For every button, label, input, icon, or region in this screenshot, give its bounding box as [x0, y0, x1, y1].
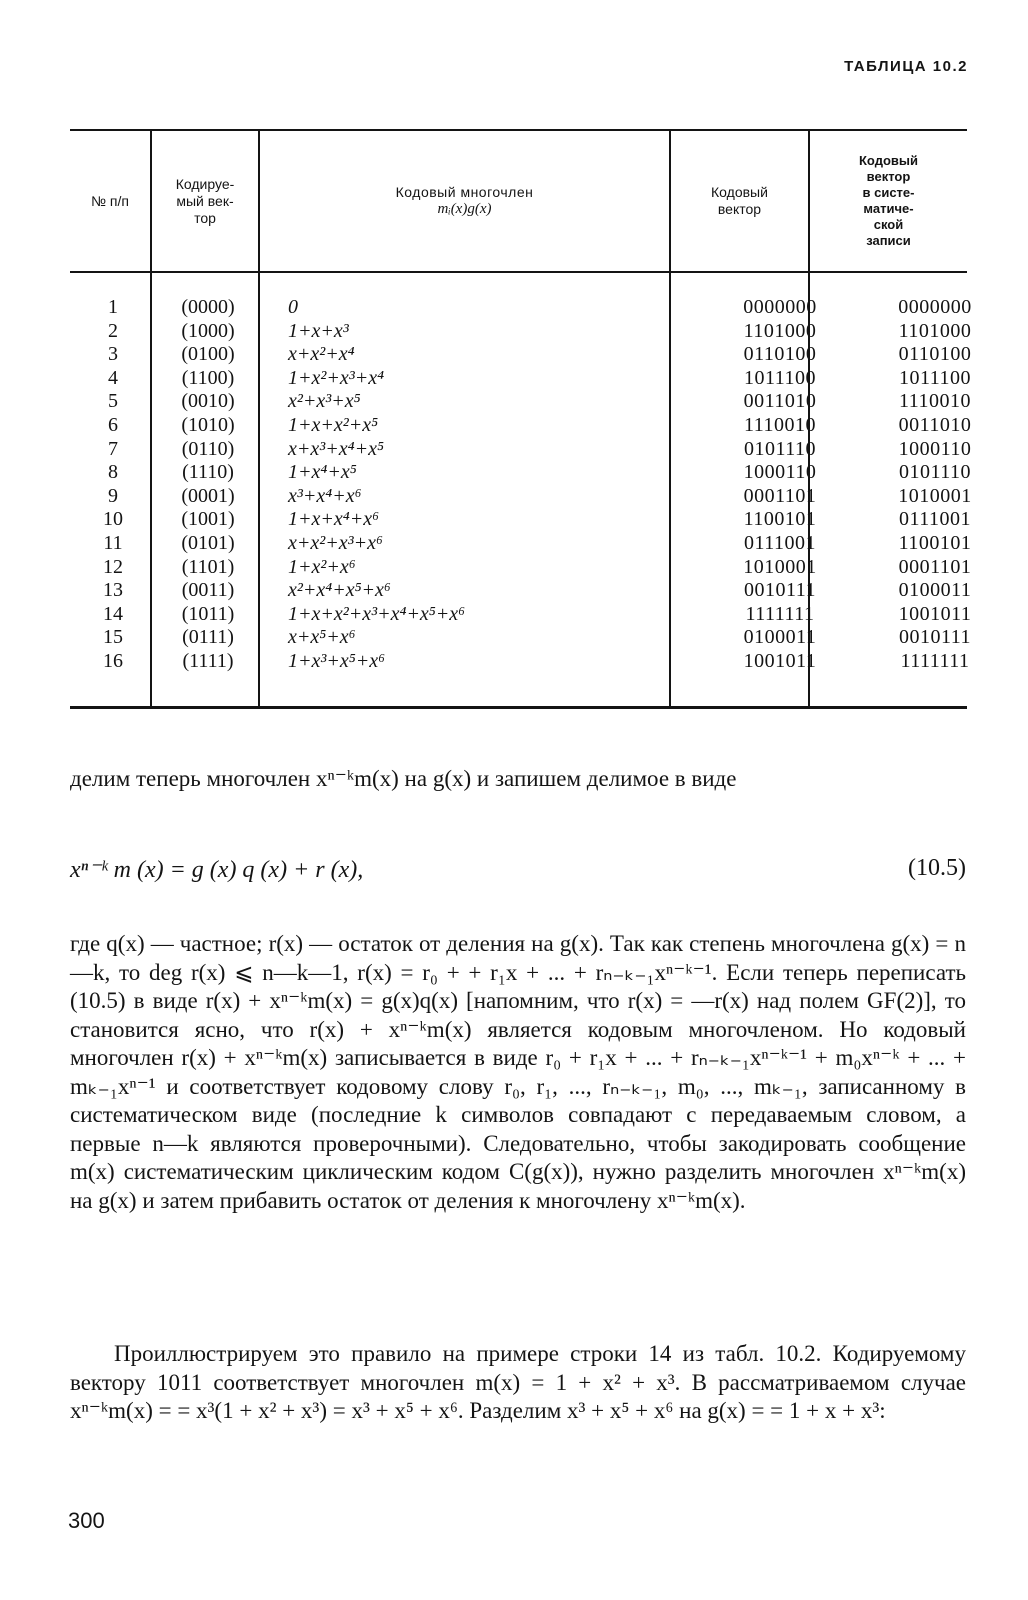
row-number: 3	[108, 343, 118, 366]
row-number: 10	[103, 508, 123, 531]
table-row	[70, 413, 972, 438]
systematic-vector-cell: 0100011	[898, 579, 972, 602]
systematic-vector-cell: 1011100	[898, 366, 971, 389]
header-number: № п/п	[91, 192, 129, 209]
table-row	[70, 555, 972, 580]
encoded-vector-cell: (1111)	[182, 649, 234, 672]
table-row	[70, 531, 972, 556]
code-polynomial-cell: x+x²+x⁴	[288, 343, 355, 366]
table-row	[70, 484, 972, 509]
table-row	[70, 390, 971, 414]
header-code-polynomial-label: Кодовый многочлен	[395, 184, 534, 200]
code-vector-cell: 0101110	[743, 437, 816, 460]
table-caption: ТАБЛИЦА 10.2	[844, 58, 968, 75]
code-polynomial-cell: x³+x⁴+x⁶	[288, 484, 362, 507]
code-polynomial-cell: 1+x²+x³+x⁴	[288, 366, 385, 389]
table-row	[70, 437, 972, 462]
table-body	[70, 296, 972, 674]
encoded-vector-cell: (0010)	[181, 390, 235, 413]
code-polynomial-cell: 0	[288, 296, 298, 318]
systematic-vector-cell: 1010001	[898, 484, 972, 507]
row-number: 8	[108, 461, 118, 484]
row-number: 5	[108, 390, 118, 413]
equation-body: xⁿ⁻ᵏ m (x) = g (x) q (x) + r (x),	[70, 857, 364, 883]
encoded-vector-cell: (1110)	[182, 461, 234, 484]
code-polynomial-cell: x+x³+x⁴+x⁵	[288, 437, 384, 460]
table-row	[70, 649, 970, 674]
systematic-vector-cell: 1110010	[898, 390, 971, 413]
systematic-vector-cell: 0001101	[898, 555, 972, 578]
code-vector-cell: 0110100	[743, 343, 817, 366]
row-number: 16	[103, 649, 123, 672]
header-code-vector: Кодовый вектор	[711, 184, 768, 217]
paragraph-3: Проиллюстрируем это правило на примере строки 14 из табл. 10.2. Кодируемому вектору 1011 соответствует многочлен m(x) = 1 + x² + x³. В рассматриваемом случае xⁿ⁻ᵏm(x) = = x³(1 + x² + x³) = x³ + x⁵ + x⁶. Разделим x³ + x⁵ + x⁶ на g(x) = = 1 + x + x³:	[70, 1341, 966, 1423]
encoded-vector-cell: (1011)	[181, 602, 235, 625]
systematic-vector-cell: 0010111	[898, 626, 971, 649]
systematic-vector-cell: 0011010	[898, 413, 972, 436]
table-row	[70, 461, 971, 485]
table-row	[70, 366, 971, 391]
equation-number: (10.5)	[908, 855, 966, 881]
code-vector-cell: 0000000	[743, 296, 817, 318]
page-number: 300	[68, 1508, 105, 1533]
systematic-vector-cell: 0111001	[898, 508, 971, 531]
code-vector-cell: 1100101	[743, 508, 817, 531]
row-number: 11	[103, 531, 123, 554]
code-vector-cell: 0100011	[743, 626, 817, 649]
code-polynomial-cell: x²+x⁴+x⁵+x⁶	[288, 579, 391, 602]
code-vector-cell: 0001101	[743, 484, 817, 507]
encoded-vector-cell: (0000)	[181, 296, 235, 318]
table-bottom-rule	[70, 706, 967, 709]
table-row	[70, 602, 972, 627]
code-polynomial-cell: x+x⁵+x⁶	[288, 626, 356, 649]
code-polynomial-cell: 1+x+x³	[288, 319, 349, 342]
paragraph-2: где q(x) — частное; r(x) — остаток от деления на g(x). Так как степень многочлена g(x) = n—k, то deg r(x) ⩽ n—k—1, r(x) = r₀ + + r₁x + ... + rₙ₋ₖ₋₁xⁿ⁻ᵏ⁻¹. Если теперь переписать (10.5) в виде r(x) + xⁿ⁻ᵏm(x) = g(x)q(x) [напомним, что r(x) = —r(x) над полем GF(2)], то становится ясно, что r(x) + xⁿ⁻ᵏm(x) является кодовым многочленом. Но кодовый многочлен r(x) + xⁿ⁻ᵏm(x) записывается в виде r₀ + r₁x + ... + rₙ₋ₖ₋₁xⁿ⁻ᵏ⁻¹ + m₀xⁿ⁻ᵏ + ... + mₖ₋₁xⁿ⁻¹ и соответствует кодовому слову r₀, r₁, ..., rₙ₋ₖ₋₁, m₀, ..., mₖ₋₁, записанному в систематическом виде (последние k символов совпадают с передаваемым словом, а первые n—k являются проверочными). Следовательно, чтобы закодировать сообщение m(x) систематическим циклическим кодом C(g(x)), нужно разделить многочлен xⁿ⁻ᵏm(x) на g(x) и затем прибавить остаток от деления к многочлену xⁿ⁻ᵏm(x).	[70, 931, 966, 1213]
header-code-polynomial	[260, 131, 669, 271]
code-polynomial-cell: 1+x²+x⁶	[288, 555, 356, 578]
encoded-vector-cell: (1001)	[181, 508, 235, 531]
code-polynomial-cell: 1+x+x²+x³+x⁴+x⁵+x⁶	[288, 602, 466, 625]
table-row	[70, 296, 972, 320]
table-row	[70, 319, 972, 344]
code-vector-cell: 1011100	[743, 366, 816, 389]
encoded-vector-cell: (0110)	[181, 437, 235, 460]
header-encoded-vector: Кодируе- мый век- тор	[175, 175, 235, 226]
code-polynomial-cell: x²+x³+x⁵	[288, 390, 361, 413]
encoded-vector-cell: (1010)	[181, 413, 235, 436]
code-vector-cell: 1101000	[743, 319, 817, 342]
paragraph-1: делим теперь многочлен xⁿ⁻ᵏm(x) на g(x) и запишем делимое в виде	[70, 766, 737, 791]
row-number: 9	[108, 484, 118, 507]
row-number: 6	[108, 413, 118, 436]
header-systematic-vector: Кодовый вектор в систе- матиче- ской записи	[859, 153, 918, 248]
table-row	[70, 343, 972, 367]
code-vector-cell: 0010111	[743, 579, 816, 602]
table-header-rule	[70, 271, 967, 273]
code-vector-cell: 1010001	[743, 555, 817, 578]
row-number: 7	[108, 437, 118, 460]
code-polynomial-cell: x+x²+x³+x⁶	[288, 531, 383, 554]
row-number: 1	[108, 296, 118, 318]
code-polynomial-cell: 1+x³+x⁵+x⁶	[288, 649, 386, 672]
code-vector-cell: 0011010	[743, 390, 817, 413]
systematic-vector-cell: 1000110	[898, 437, 972, 460]
systematic-vector-cell: 1100101	[898, 531, 972, 554]
code-polynomial-cell: 1+x+x²+x⁵	[288, 413, 379, 436]
systematic-vector-cell: 0000000	[898, 296, 972, 318]
systematic-vector-cell: 0101110	[898, 461, 971, 484]
row-number: 12	[103, 555, 123, 578]
code-vector-cell: 1001011	[743, 649, 817, 672]
encoded-vector-cell: (1100)	[181, 366, 235, 389]
encoded-vector-cell: (0101)	[181, 531, 235, 554]
code-vector-cell: 0111001	[743, 531, 816, 554]
code-polynomial-cell: 1+x+x⁴+x⁶	[288, 508, 380, 531]
table-row	[70, 626, 971, 650]
equation-10-5	[70, 855, 966, 887]
code-vector-cell: 1000110	[743, 461, 817, 484]
row-number: 2	[108, 319, 118, 342]
systematic-vector-cell: 1111111	[900, 649, 970, 672]
encoded-vector-cell: (0011)	[181, 579, 235, 602]
table-row	[70, 508, 971, 532]
encoded-vector-cell: (1101)	[181, 555, 235, 578]
row-number: 14	[103, 602, 123, 625]
encoded-vector-cell: (0111)	[182, 626, 234, 649]
encoded-vector-cell: (0100)	[181, 343, 235, 366]
row-number: 13	[103, 579, 123, 602]
header-code-polynomial-formula: mᵢ(x)g(x)	[437, 201, 492, 217]
encoded-vector-cell: (0001)	[181, 484, 235, 507]
code-vector-cell: 1110010	[743, 413, 816, 436]
code-vector-cell: 1111111	[745, 602, 815, 625]
systematic-vector-cell: 0110100	[898, 343, 972, 366]
systematic-vector-cell: 1001011	[898, 602, 972, 625]
systematic-vector-cell: 1101000	[898, 319, 972, 342]
encoded-vector-cell: (1000)	[181, 319, 235, 342]
code-polynomial-cell: 1+x⁴+x⁵	[288, 461, 357, 484]
table-row	[70, 579, 972, 603]
row-number: 4	[108, 366, 118, 389]
row-number: 15	[103, 626, 123, 649]
